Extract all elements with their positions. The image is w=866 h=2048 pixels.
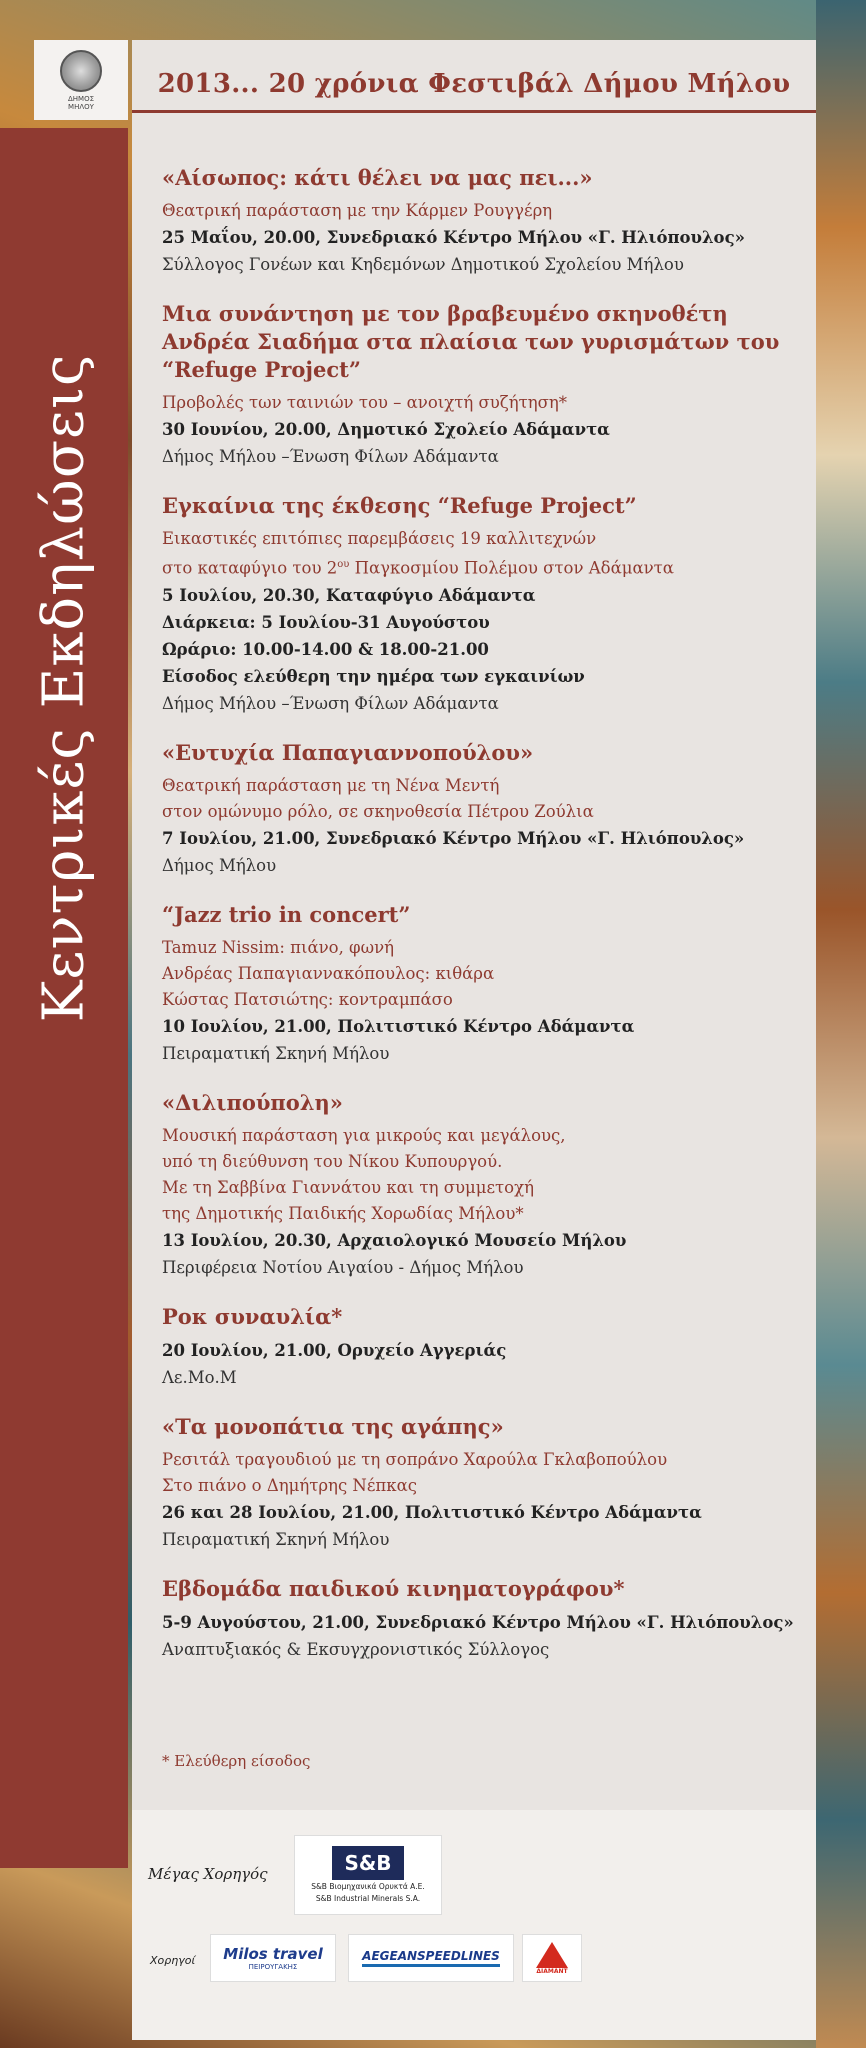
event-title: Εβδομάδα παιδικού κινηματογράφου*: [162, 1575, 625, 1601]
event-organizer: Σύλλογος Γονέων και Κηδεμόνων Δημοτικού Σχολείου Μήλου: [162, 255, 684, 274]
side-band: [0, 128, 128, 1868]
events-list: [162, 164, 802, 1685]
event-description: Θεατρική παράσταση με τη Νένα Μεντή: [162, 775, 500, 795]
event-organizer: Περιφέρεια Νοτίου Αιγαίου - Δήμος Μήλου: [162, 1257, 524, 1277]
event-item: [162, 739, 802, 879]
event-description: Ανδρέας Παπαγιαννακόπουλος: κιθάρα: [162, 963, 495, 983]
event-title: «Τα μονοπάτια της αγάπης»: [162, 1413, 504, 1439]
event-item: [162, 492, 802, 717]
sb-line-2: S&B Industrial Minerals S.A.: [315, 1894, 421, 1903]
event-description: Μουσική παράσταση για μικρούς και μεγάλους,: [162, 1125, 566, 1145]
aegean-logo-text: AEGEANSPEEDLINES: [362, 1949, 500, 1967]
page-title: 2013... 20 χρόνια Φεστιβάλ Δήμου Μήλου: [157, 69, 791, 99]
event-organizer: Πειραματική Σκηνή Μήλου: [162, 1529, 390, 1549]
event-date: 26 και 28 Ιουλίου, 21.00, Πολιτιστικό Κέντρο Αδάμαντα: [162, 1502, 702, 1522]
header-bar: [132, 58, 816, 113]
milos-travel-sub: ΠΕΙΡΟΥΓΑΚΗΣ: [248, 1963, 298, 1971]
milos-travel-name: Milos travel: [223, 1945, 323, 1963]
event-title: “Jazz trio in concert”: [162, 901, 411, 927]
event-item: [162, 1575, 802, 1663]
sponsor-diamond: [522, 1934, 582, 1982]
event-date: Ωράριο: 10.00-14.00 & 18.00-21.00: [162, 639, 489, 659]
event-item: [162, 1303, 802, 1391]
event-organizer: Δήμος Μήλου –Ένωση Φίλων Αδάμαντα: [162, 693, 499, 713]
event-item: [162, 300, 802, 470]
event-description: Tamuz Nissim: πιάνο, φωνή: [162, 937, 394, 957]
event-date: 5-9 Αυγούστου, 21.00, Συνεδριακό Κέντρο Μήλου «Γ. Ηλιόπουλος»: [162, 1612, 794, 1632]
sponsors-label: Χορηγοί: [150, 1954, 196, 1967]
sb-line-1: S&B Βιομηχανικά Ορυκτά Α.Ε.: [311, 1882, 425, 1891]
event-description: Με τη Σαββίνα Γιαννάτου και τη συμμετοχή: [162, 1177, 534, 1197]
event-description: στο καταφύγιο του $2^{o\upsilon}$ Παγκοσμίου Πολέμου στον Αδάμαντα: [162, 558, 674, 578]
event-date: 13 Ιουλίου, 20.30, Αρχαιολογικό Μουσείο Μήλου: [162, 1230, 627, 1250]
event-title: Ροκ συναυλία*: [162, 1303, 343, 1329]
event-date: 7 Ιουλίου, 21.00, Συνεδριακό Κέντρο Μήλου «Γ. Ηλιόπουλος»: [162, 828, 745, 848]
event-title: «Διλιπούπολη»: [162, 1089, 343, 1115]
event-item: [162, 901, 802, 1067]
event-date: 10 Ιουλίου, 21.00, Πολιτιστικό Κέντρο Αδάμαντα: [162, 1016, 635, 1036]
event-organizer: Πειραματική Σκηνή Μήλου: [162, 1043, 390, 1063]
event-date: Είσοδος ελεύθερη την ημέρα των εγκαινίων: [162, 666, 585, 686]
event-title: «Ευτυχία Παπαγιαννοπούλου»: [162, 739, 534, 765]
event-title: Μια συνάντηση με τον βραβευμένο σκηνοθέτη Ανδρέα Σιαδήμα στα πλαίσια των γυρισμάτων του “Refuge Project”: [162, 301, 780, 382]
event-title: Εγκαίνια της έκθεσης “Refuge Project”: [162, 493, 637, 518]
main-sponsor-logo: [294, 1835, 442, 1915]
sponsor-panel: [132, 1810, 816, 2040]
main-sponsor-label: Μέγας Χορηγός: [148, 1865, 268, 1883]
event-description: Προβολές των ταινιών του – ανοιχτή συζήτηση*: [162, 393, 568, 412]
sponsor-milos-travel: [210, 1934, 336, 1982]
sponsor-aegean-speedlines: [348, 1934, 514, 1982]
event-description: Θεατρική παράσταση με την Κάρμεν Ρουγγέρη: [162, 201, 553, 220]
event-description: Κώστας Πατσιώτης: κοντραμπάσο: [162, 989, 453, 1009]
event-organizer: Αναπτυξιακός & Εκσυγχρονιστικός Σύλλογος: [162, 1639, 550, 1659]
municipality-logo: [34, 40, 128, 120]
event-item: [162, 1089, 802, 1281]
event-date: 30 Ιουνίου, 20.00, Δημοτικό Σχολείο Αδάμαντα: [162, 420, 610, 439]
event-organizer: Δήμος Μήλου –Ένωση Φίλων Αδάμαντα: [162, 447, 499, 466]
event-description: στον ομώνυμο ρόλο, σε σκηνοθεσία Πέτρου Ζούλια: [162, 801, 594, 821]
event-description: Στο πιάνο ο Δημήτρης Νέπκας: [162, 1475, 417, 1495]
event-description: Ρεσιτάλ τραγουδιού με τη σοπράνο Χαρούλα Γκλαβοπούλου: [162, 1449, 668, 1469]
footnote: * Ελεύθερη είσοδος: [162, 1752, 311, 1770]
seal-icon: [60, 50, 102, 92]
event-item: [162, 1413, 802, 1553]
event-organizer: Δήμος Μήλου: [162, 855, 277, 875]
event-item: [162, 164, 802, 278]
diamond-sub: ΔΙΑΜΑΝΤ: [536, 1967, 568, 1975]
side-title: Κεντρικές Εκδηλώσεις: [31, 353, 97, 1023]
event-date: 20 Ιουλίου, 21.00, Ορυχείο Αγγεριάς: [162, 1340, 507, 1360]
logo-text: ΔΗΜΟΣ ΜΗΛΟΥ: [67, 94, 95, 111]
event-description: υπό τη διεύθυνση του Νίκου Κυπουργού.: [162, 1151, 503, 1171]
event-date: 5 Ιουλίου, 20.30, Καταφύγιο Αδάμαντα: [162, 585, 536, 605]
event-description: της Δημοτικής Παιδικής Χορωδίας Μήλου*: [162, 1203, 524, 1223]
event-organizer: Λε.Μο.Μ: [162, 1367, 237, 1387]
sb-logo-text: S&B: [332, 1846, 403, 1880]
triangle-icon: [536, 1942, 568, 1968]
event-date: 25 Μαΐου, 20.00, Συνεδριακό Κέντρο Μήλου «Γ. Ηλιόπουλος»: [162, 228, 745, 247]
event-date: Διάρκεια: 5 Ιουλίου-31 Αυγούστου: [162, 612, 490, 632]
event-title: «Αίσωπος: κάτι θέλει να μας πει...»: [162, 165, 593, 190]
event-description: Εικαστικές επιτόπιες παρεμβάσεις 19 καλλιτεχνών: [162, 529, 597, 548]
